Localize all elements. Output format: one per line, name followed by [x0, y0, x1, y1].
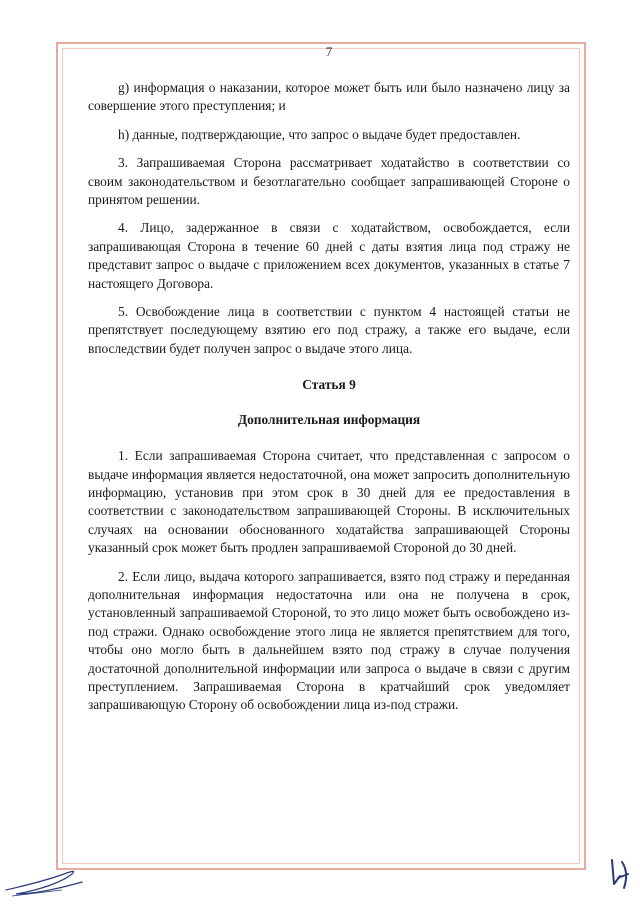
signature-icon	[2, 860, 92, 900]
paragraph-h: h) данные, подтверждающие, что запрос о выдаче будет предоставлен.	[118, 126, 521, 142]
paragraph-3: 3. Запрашиваемая Сторона рассматривает ходатайство в соответствии со своим законодательством и безотлагательно сообщает запрашивающей Стороне о принятом решении.	[88, 155, 570, 208]
paragraph-5: 5. Освобождение лица в соответствии с пунктом 4 настоящей статьи не препятствует последующему взятию его под стражу, а также его выдаче, если впоследствии будет получен запрос о выдаче этого лица.	[88, 304, 570, 356]
page-number: 7	[325, 44, 333, 59]
initials-icon	[606, 854, 632, 894]
article-title: Статья 9	[302, 377, 356, 393]
article-paragraph-2: 2. Если лицо, выдача которого запрашивается, взято под стражу и переданная дополнительная информация недостаточна или она не получена в срок, установленный запрашиваемой Стороной, то это лицо может быть освобождено из-под стражи. Однако освобождение этого лица не является препятствием для того, чтобы оно могло быть в дальнейшем взято под стражу в случае получения достаточной дополнительной информации или запроса о выдаче в связи с другим преступлением. Запрашиваемая Сторона в кратчайший срок уведомляет запрашивающую Сторону об освобождении лица из-под стражи.	[88, 568, 570, 713]
article-subtitle: Дополнительная информация	[237, 411, 421, 427]
paragraph-4: 4. Лицо, задержанное в связи с ходатайством, освобождается, если запрашивающая Сторона в течение 60 дней с даты взятия лица под стражу не представит запрос о выдаче с приложением всех документов, указанных в статье 7 настоящего Договора.	[88, 220, 570, 291]
document-body	[88, 44, 570, 725]
article-paragraph-1: 1. Если запрашиваемая Сторона считает, что представленная с запросом о выдаче информация является недостаточной, она может запросить дополнительную информацию, установив при этом срок в 30 дней для ее предоставления в соответствии с законодательством запрашивающей Стороны. В исключительных случаях на основании обоснованного ходатайства запрашивающей Стороны указанный срок может быть продлен запрашиваемой Стороной до 30 дней.	[88, 448, 570, 556]
paragraph-g: g) информация о наказании, которое может быть или было назначено лицу за совершение этого преступления; и	[88, 80, 570, 114]
